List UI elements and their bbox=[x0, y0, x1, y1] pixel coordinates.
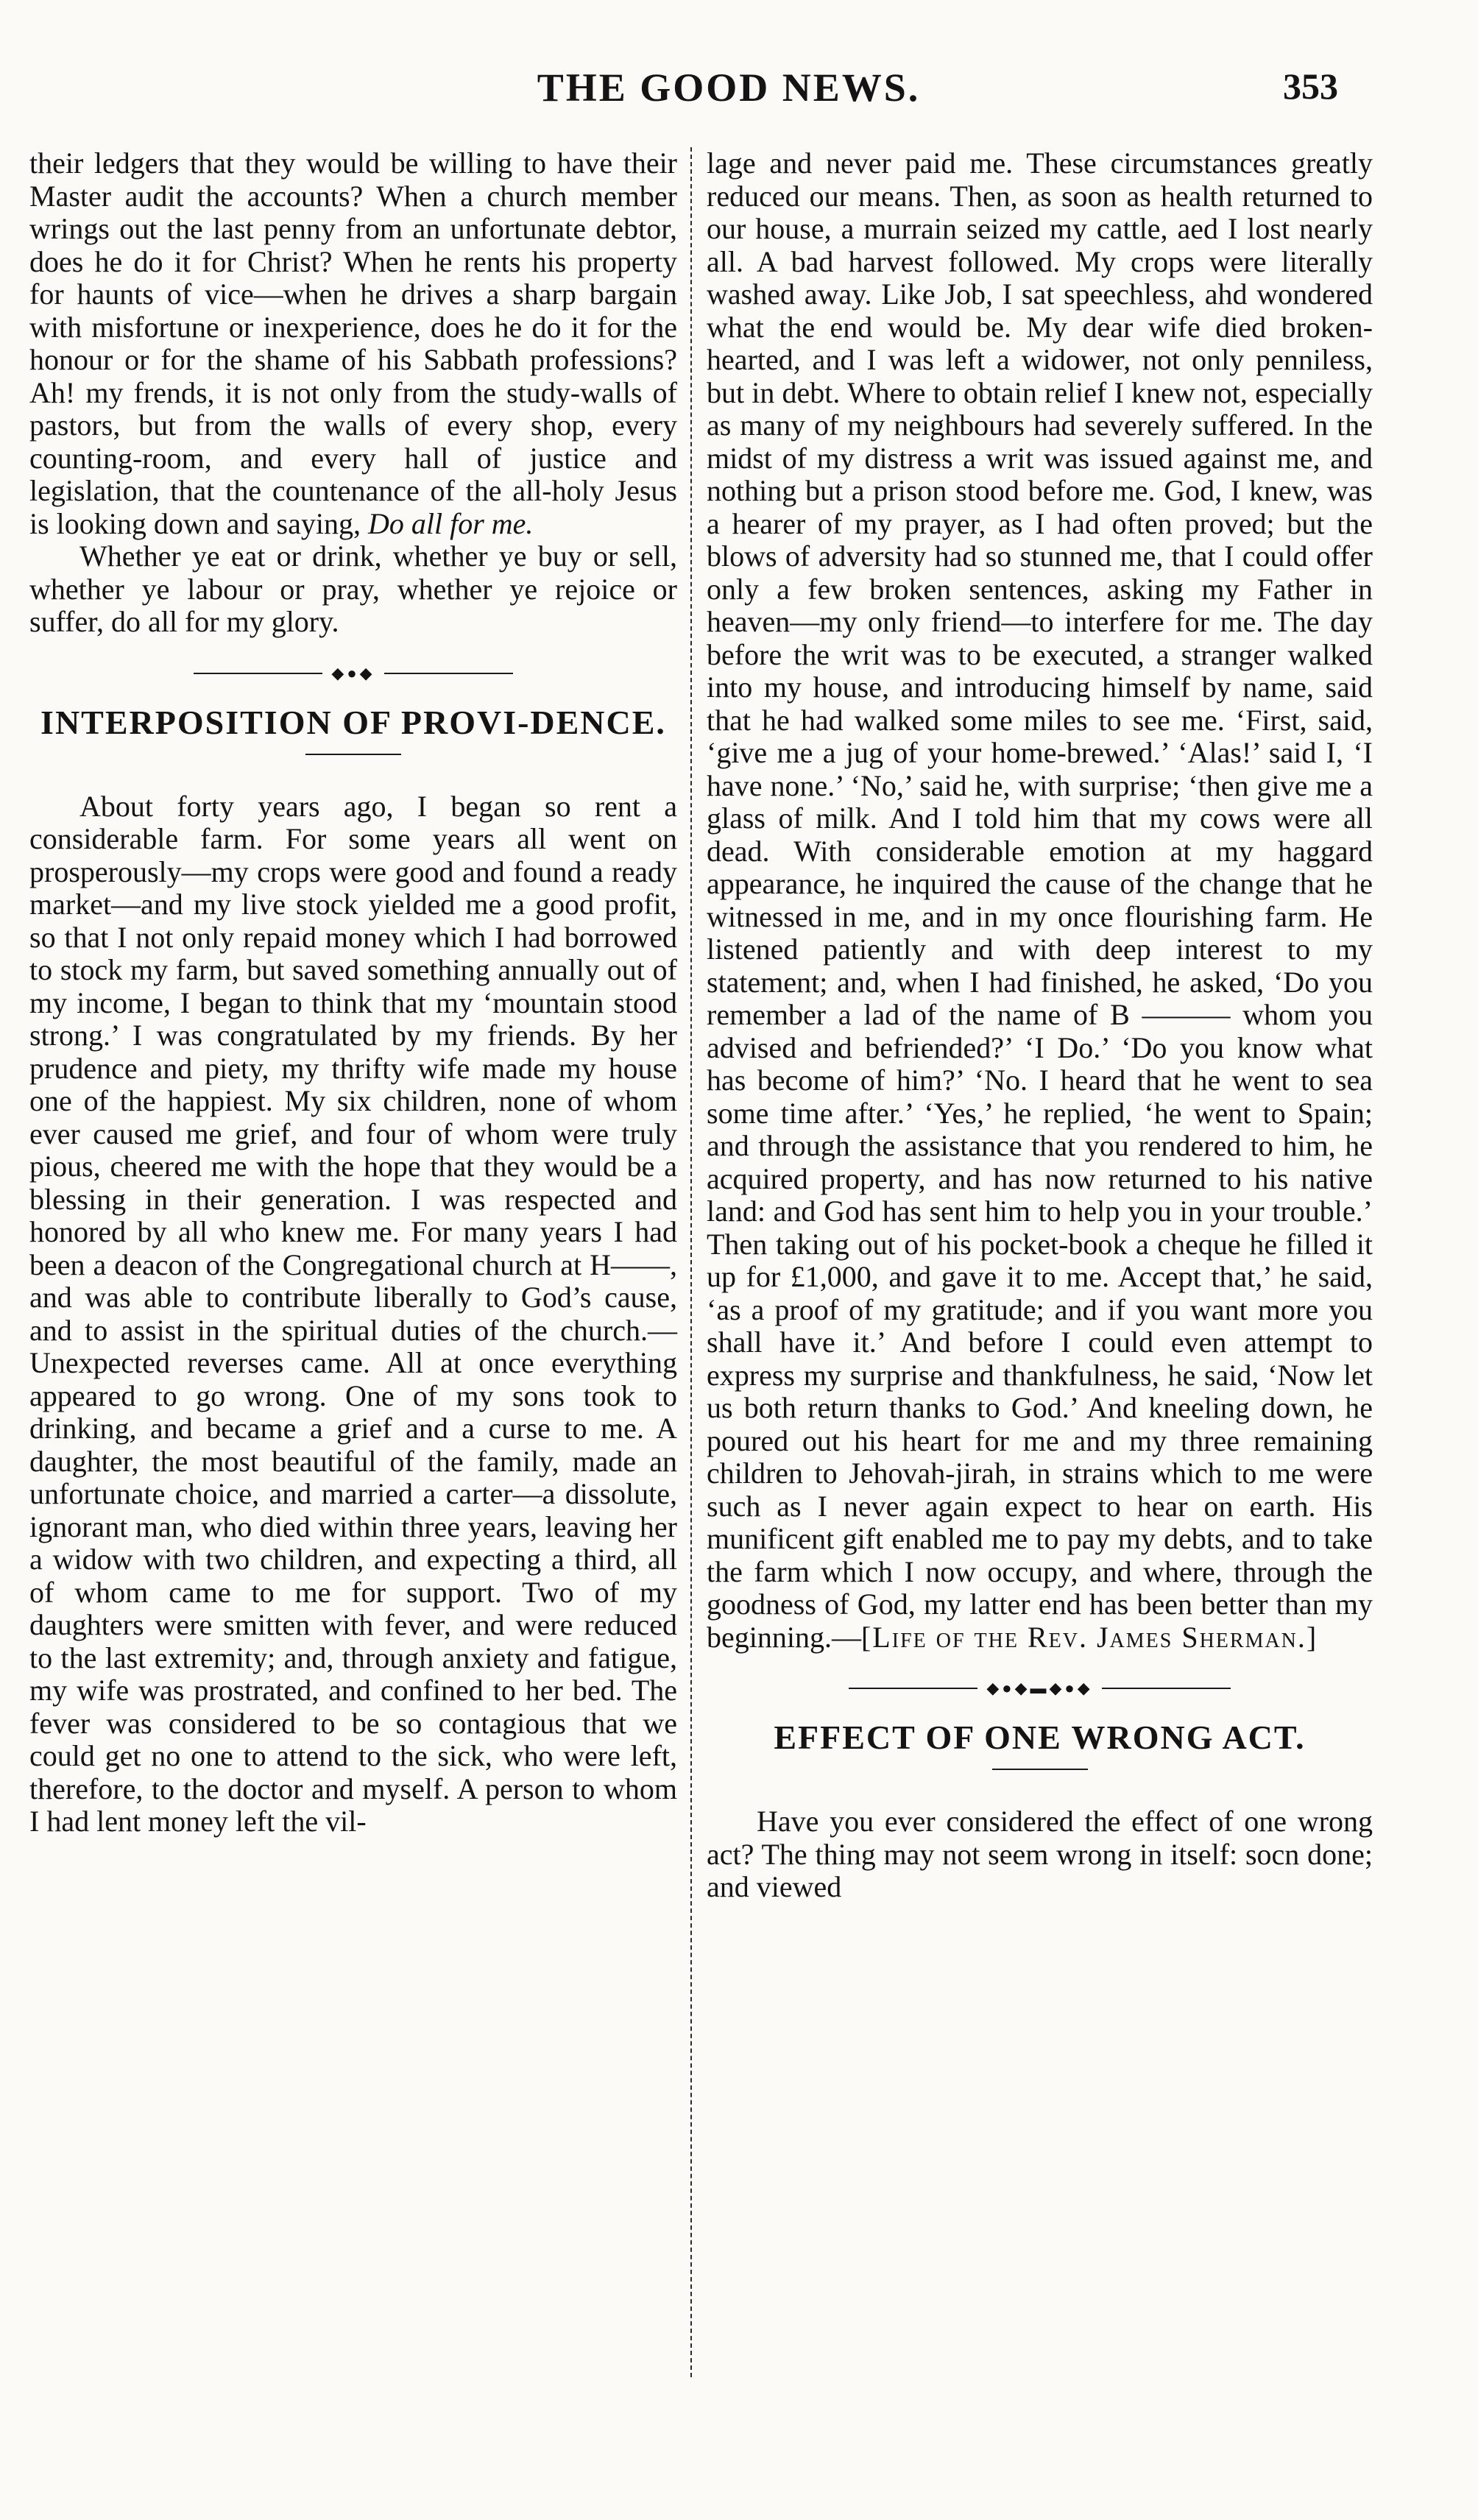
body-paragraph bbox=[707, 147, 1373, 1654]
column-divider bbox=[690, 147, 692, 2377]
body-paragraph: Have you ever considered the effect of one wrong act? The thing may not seem wrong in itself: socn done; and viewed bbox=[707, 1805, 1373, 1903]
emphasis-text: Do all for me. bbox=[367, 506, 534, 540]
section-divider bbox=[707, 1680, 1373, 1696]
body-paragraph: About forty years ago, I began so rent a considerable farm. For some years all went on prosperously—my crops were good and found a ready market—and my live stock yielded me a good profit, so that I not only repaid money which I had borrowed to stock my farm, but saved something annually out of my income, I began to think that my ‘mountain stood strong.’ I was congratulated by my friends. By her prudence and piety, my thrifty wife made my house one of the happiest. My six children, none of whom ever caused me grief, and four of whom were truly pious, cheered me with the hope that they would be a blessing in their generation. I was respected and honored by all who knew me. For many years I had been a deacon of the Congregational church at H——, and was able to contribute liberally to God’s cause, and to assist in the spiritual duties of the church.—Unexpected reverses came. All at once everything appeared to go wrong. One of my sons took to drinking, and became a grief and a curse to me. A daughter, the most beautiful of the family, made an unfortunate choice, and married a carter—a dissolute, ignorant man, who died within three years, leaving her a widow with two children, and expecting a third, all of whom came to me for support. Two of my daughters were smitten with fever, and were reduced to the last extremity; and, through anxiety and fatigue, my wife was prostrated, and confined to her bed. The fever was considered to be so contagious that we could get no one to attend to the sick, who were left, therefore, to the doctor and myself. A person to whom I had lent money left the vil- bbox=[29, 789, 677, 1838]
section-title: EFFECT OF ONE WRONG ACT. bbox=[774, 1719, 1306, 1756]
left-column bbox=[29, 147, 677, 2402]
page-number: 353 bbox=[1283, 66, 1338, 107]
title-rule bbox=[992, 1769, 1088, 1770]
citation: [Life of the Rev. James Sherman.] bbox=[860, 1620, 1318, 1654]
section-title: INTERPOSITION OF PROVI-DENCE. bbox=[40, 703, 666, 741]
divider-line bbox=[194, 673, 322, 674]
divider-line bbox=[1102, 1688, 1231, 1689]
running-title: THE GOOD NEWS. bbox=[537, 66, 921, 110]
paragraph-text: their ledgers that they would be willing to have their Master audit the accounts? When a church member wrings out the last penny from an unfortunate debtor, does he do it for Christ? When he rents his property for haunts of vice—when he drives a sharp bargain with misfortune or inexperience, does he do it for the honour or for the shame of his Sabbath professions? Ah! my frends, it is not only from the study-walls of pastors, but from the walls of every shop, every counting-room, and every hall of justice and legislation, that the countenance of the all-holy Jesus is looking down and saying, bbox=[29, 146, 677, 540]
body-paragraph: Whether ye eat or drink, whether ye buy or sell, whether ye labour or pray, whether ye rejoice or suffer, do all for my glory. bbox=[29, 539, 677, 638]
page-header bbox=[0, 65, 1478, 116]
divider-ornament: ◆●◆ bbox=[331, 663, 375, 682]
body-paragraph bbox=[29, 147, 677, 540]
divider-line bbox=[384, 673, 513, 674]
right-column bbox=[707, 147, 1373, 2402]
divider-line bbox=[849, 1688, 977, 1689]
title-rule bbox=[305, 754, 401, 755]
section-divider bbox=[29, 665, 677, 682]
divider-ornament: ◆●◆▬◆●◆ bbox=[986, 1679, 1093, 1697]
paragraph-text: lage and never paid me. These circumstances greatly reduced our means. Then, as soon as health returned to our house, a murrain seized my cattle, aed I lost nearly all. A bad harvest followed. My crops were literally washed away. Like Job, I sat speechless, ahd wondered what the end would be. My dear wife died broken-hearted, and I was left a widower, not only penniless, but in debt. Where to obtain relief I knew not, especially as many of my neighbours had severely suffered. In the midst of my distress a writ was issued against me, and nothing but a prison stood before me. God, I knew, was a hearer of my prayer, as I had often proved; but the blows of adversity had so stunned me, that I could offer only a few broken sentences, asking my Father in heaven—my only friend—to interfere for me. The day before the writ was to be executed, a stranger walked into my house, and introducing himself by name, said that he had walked some miles to see me. ‘First, said, ‘give me a jug of your home-brewed.’ ‘Alas!’ said I, ‘I have none.’ ‘No,’ said he, with surprise; ‘then give me a glass of milk. And I told him that my cows were all dead. With considerable emotion at my haggard appearance, he inquired the cause of the change that he witnessed in me, and in my once flourishing farm. He listened patiently and with deep interest to my statement; and, when I had finished, he asked, ‘Do you remember a lad of the name of B ——— whom you advised and befriended?’ ‘I Do.’ ‘Do you know what has become of him?’ ‘No. I heard that he went to sea some time after.’ ‘Yes,’ he replied, ‘he went to Spain; and through the assistance that you rendered to him, he acquired property, and has now returned to his native land: and God has sent him to help you in your trouble.’ Then taking out of his pocket-book a cheque he filled it up for £1,000, and gave it to me. Accept that,’ he said, ‘as a proof of my gratitude; and if you want more you shall have it.’ And before I could even attempt to express my surprise and thankfulness, he said, ‘Now let us both return thanks to God.’ And kneeling down, he poured out his heart for me and my three remaining children to Jehovah-jirah, in strains which to me were such as I never again expect to hear on earth. His munificent gift enabled me to pay my debts, and to take the farm which I now occupy, and where, through the goodness of God, my latter end has been better than my beginning.— bbox=[707, 146, 1373, 1654]
